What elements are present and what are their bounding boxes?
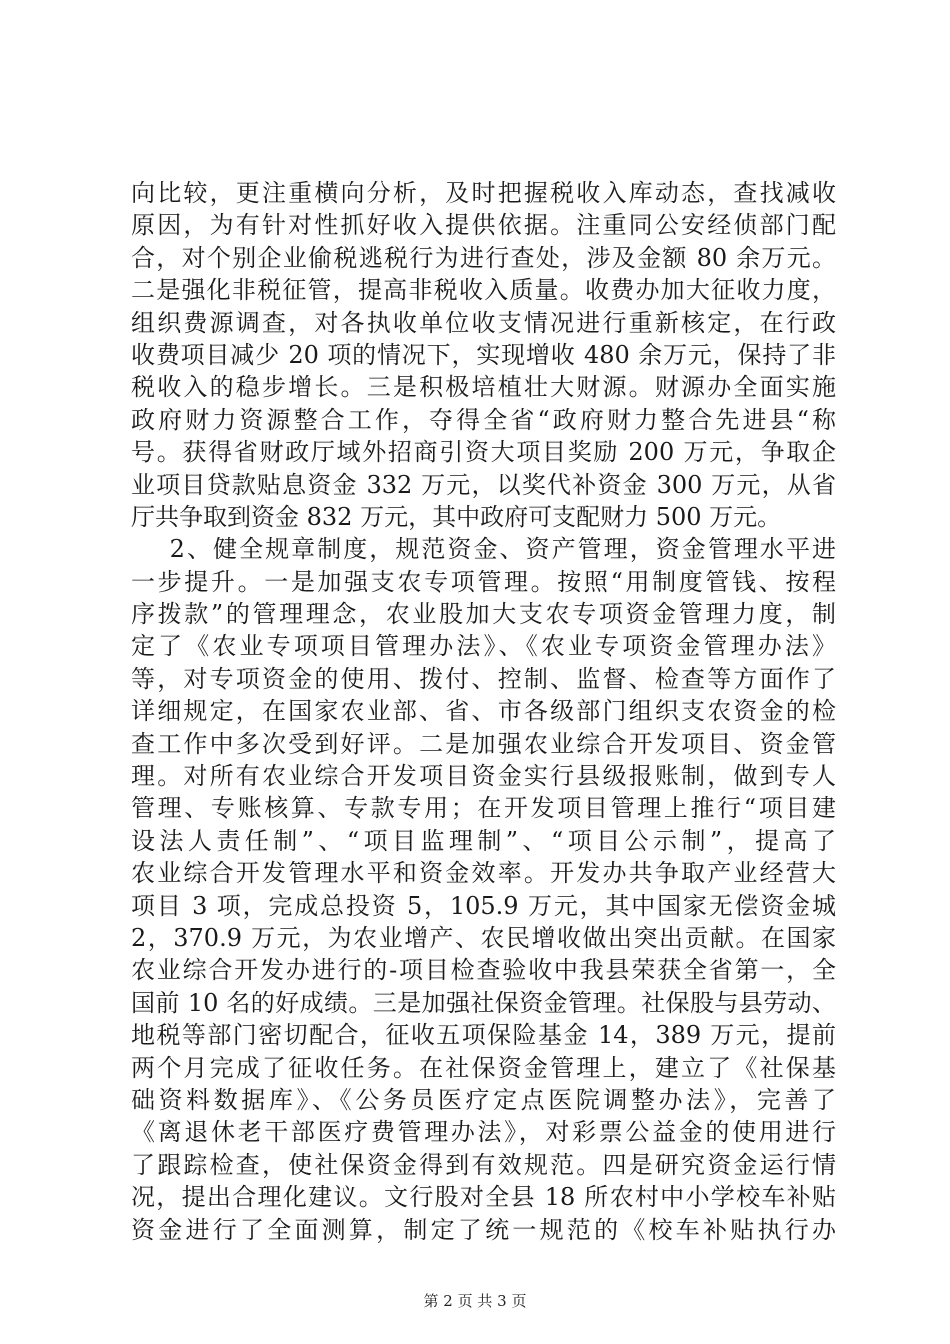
text-line: 合，对个别企业偷税逃税行为进行查处，涉及金额 80 余万元。 (131, 243, 836, 272)
text-line: 况，提出合理化建议。文行股对全县 18 所农村中小学校车补贴 (131, 1183, 836, 1212)
text-line: 厅共争取到资金 832 万元，其中政府可支配财力 500 万元。 (131, 502, 782, 531)
text-line: 等，对专项资金的使用、拨付、控制、监督、检查等方面作了 (131, 664, 836, 693)
text-line: 二是强化非税征管，提高非税收入质量。收费办加大征收力度， (131, 276, 836, 305)
text-line: 一步提升。一是加强支农专项管理。按照“用制度管钱、按程 (131, 567, 836, 596)
text-line: 础资料数据库》、《公务员医疗定点医院调整办法》，完善了 (131, 1085, 836, 1114)
text-line: 管理、专账核算、专款专用；在开发项目管理上推行“项目建 (131, 794, 836, 823)
text-line: 原因，为有针对性抓好收入提供依据。注重同公安经侦部门配 (131, 211, 836, 240)
text-line: 查工作中多次受到好评。二是加强农业综合开发项目、资金管 (131, 729, 836, 758)
text-line: 详细规定，在国家农业部、省、市各级部门组织支农资金的检 (131, 697, 836, 726)
text-line: 了跟踪检查，使社保资金得到有效规范。四是研究资金运行情 (131, 1150, 836, 1179)
text-line: 号。获得省财政厅域外招商引资大项目奖励 200 万元，争取企 (131, 438, 836, 467)
text-line: 《离退休老干部医疗费管理办法》，对彩票公益金的使用进行 (131, 1118, 836, 1147)
text-line: 定了《农业专项项目管理办法》、《农业专项资金管理办法》 (131, 632, 836, 661)
text-line: 理。对所有农业综合开发项目资金实行县级报账制，做到专人 (131, 762, 836, 791)
text-line: 国前 10 名的好成绩。三是加强社保资金管理。社保股与县劳动、 (131, 988, 836, 1017)
text-line: 2，370.9 万元，为农业增产、农民增收做出突出贡献。在国家 (131, 923, 836, 952)
text-line: 业项目贷款贴息资金 332 万元，以奖代补资金 300 万元，从省 (131, 470, 836, 499)
text-line: 项目 3 项，完成总投资 5，105.9 万元，其中国家无偿资金城 (131, 891, 836, 920)
text-line: 农业综合开发办进行的-项目检查验收中我县荣获全省第一，全 (131, 956, 836, 985)
text-line: 政府财力资源整合工作，夺得全省“政府财力整合先进县“称 (131, 405, 836, 434)
text-line: 资金进行了全面测算，制定了统一规范的《校车补贴执行办 (131, 1215, 836, 1244)
text-line: 组织费源调查，对各执收单位收支情况进行重新核定，在行政 (131, 308, 836, 337)
text-line: 收费项目减少 20 项的情况下，实现增收 480 余万元，保持了非 (131, 340, 836, 369)
text-line: 农业综合开发管理水平和资金效率。开发办共争取产业经营大 (131, 859, 836, 888)
page-footer: 第 2 页 共 3 页 (423, 1292, 527, 1310)
text-line: 地税等部门密切配合，征收五项保险基金 14，389 万元，提前 (131, 1021, 836, 1050)
text-line: 2、健全规章制度，规范资金、资产管理，资金管理水平进 (131, 535, 836, 564)
document-body (131, 177, 836, 1246)
text-line: 设法人责任制”、“项目监理制”、“项目公示制”，提高了 (131, 826, 836, 855)
text-line: 序拨款”的管理理念，农业股加大支农专项资金管理力度，制 (131, 600, 836, 629)
text-line: 两个月完成了征收任务。在社保资金管理上，建立了《社保基 (131, 1053, 836, 1082)
text-line: 向比较，更注重横向分析，及时把握税收入库动态，查找减收 (131, 179, 836, 207)
text-line: 税收入的稳步增长。三是积极培植壮大财源。财源办全面实施 (131, 373, 836, 402)
